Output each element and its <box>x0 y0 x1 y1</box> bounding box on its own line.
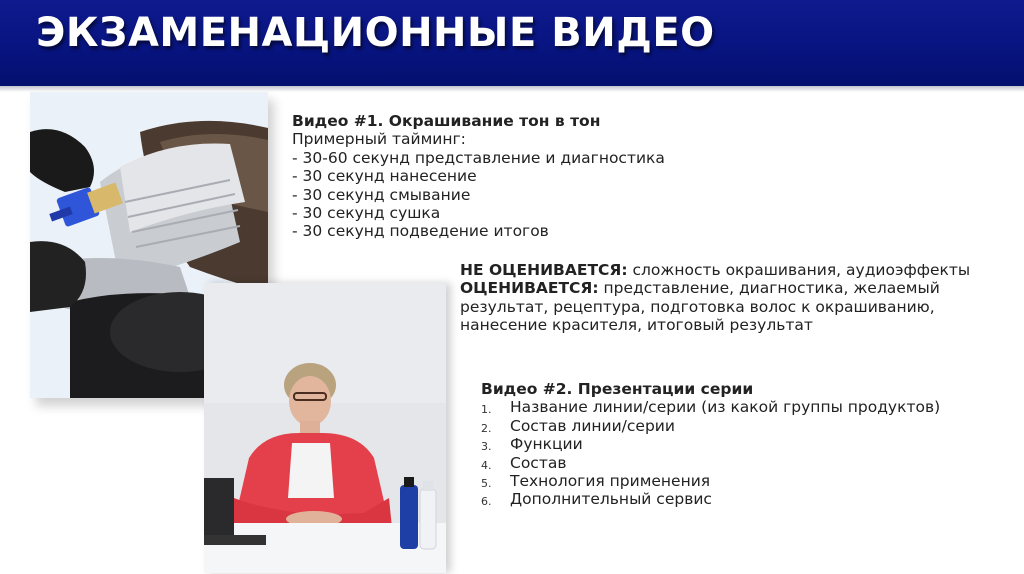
not-evaluated-text: сложность окрашивания, аудиоэффекты <box>627 261 971 279</box>
list-number: 1. <box>481 403 492 417</box>
not-evaluated-label: НЕ ОЦЕНИВАЕТСЯ: <box>460 261 628 279</box>
timing-item: - 30 секунд смывание <box>292 185 471 204</box>
evaluated-text-line: результат, рецептура, подготовка волос к окрашиванию, <box>460 297 935 316</box>
list-item <box>481 398 940 416</box>
evaluated-text: представление, диагностика, желаемый <box>598 279 940 298</box>
list-number: 5. <box>481 477 492 491</box>
list-item <box>481 490 940 508</box>
video2-block <box>481 380 940 509</box>
timing-label: Примерный тайминг: <box>292 130 466 149</box>
list-item <box>481 472 940 490</box>
list-item-text: Функции <box>510 435 583 454</box>
evaluated-text-line: нанесение красителя, итоговый результат <box>460 316 813 335</box>
slide-title: ЭКЗАМЕНАЦИОННЫЕ ВИДЕО <box>36 10 715 56</box>
video1-block <box>292 112 665 241</box>
evaluated-label: ОЦЕНИВАЕТСЯ: <box>460 279 599 298</box>
list-number: 2. <box>481 421 492 435</box>
timing-item: - 30 секунд нанесение <box>292 167 477 186</box>
evaluated-line <box>460 279 970 297</box>
list-number: 6. <box>481 495 492 509</box>
timing-item: - 30-60 секунд представление и диагностика <box>292 148 665 167</box>
timing-item: - 30 секунд сушка <box>292 204 441 223</box>
presenter-photo <box>204 283 446 573</box>
list-item-text: Название линии/серии (из какой группы продуктов) <box>510 398 941 417</box>
list-item <box>481 454 940 472</box>
video1-title: Видео #1. Окрашивание тон в тон <box>292 112 601 130</box>
title-bar <box>0 0 1024 86</box>
list-item-text: Состав линии/серии <box>510 416 675 435</box>
list-item-text: Состав <box>510 453 567 472</box>
list-item-text: Технология применения <box>510 472 711 491</box>
list-number: 4. <box>481 458 492 472</box>
timing-item: - 30 секунд подведение итогов <box>292 222 549 241</box>
list-item <box>481 417 940 435</box>
list-number: 3. <box>481 440 492 454</box>
evaluation-block <box>460 261 970 335</box>
video2-title: Видео #2. Презентации серии <box>481 380 754 398</box>
list-item-text: Дополнительный сервис <box>510 490 712 509</box>
not-evaluated-line <box>460 261 970 279</box>
list-item <box>481 435 940 453</box>
